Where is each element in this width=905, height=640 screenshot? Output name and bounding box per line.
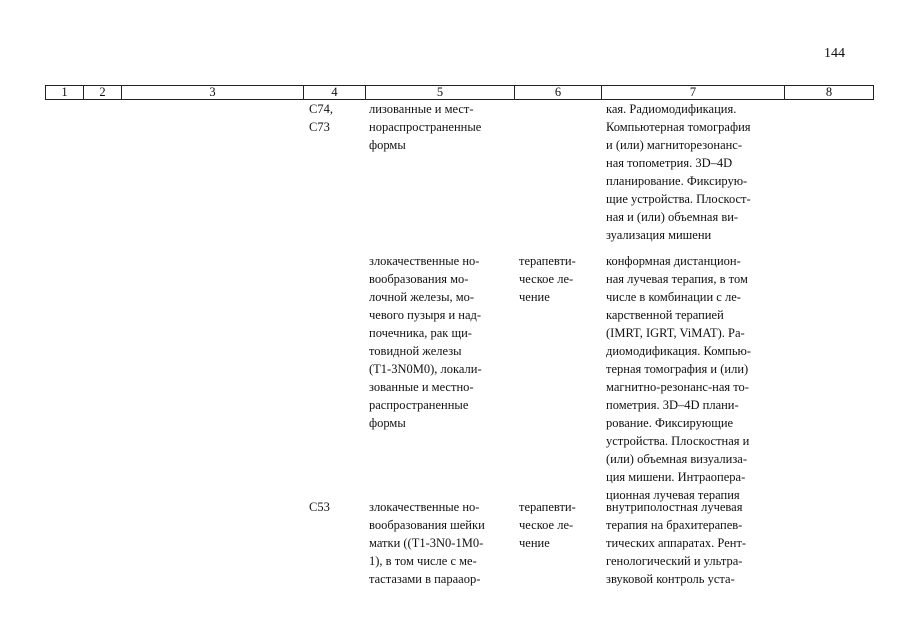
row-2-treatment: терапевти- ческое ле- чение [519,254,576,304]
row-1-diagnosis: лизованные и мест- нораспространенные формы [369,102,482,152]
row-1-method: кая. Радиомодификация. Компьютерная томография и (или) магниторезонанс- ная топометрия. 3D–4D планирование. Фиксирую- щие устройства. Плоскост- ная и (или) объемная ви- зуализация мишени [606,102,751,242]
header-col-7: 7 [601,85,784,100]
row-2-diagnosis: злокачественные но- вообразования мо- лочной железы, мо- чевого пузыря и над- почечника, рак щи- товидной железы (T1-3N0M0), локали- зованные и местно- распространенные формы [369,254,482,430]
row-3-diagnosis: злокачественные но- вообразования шейки матки ((T1-3N0-1M0- 1), в том числе с ме- тастазами в параaор- [369,500,485,586]
header-col-2: 2 [83,85,121,100]
row-2-method: конформная дистанцион- ная лучевая терапия, в том числе в комбинации с ле- карственной терапией (IMRT, IGRT, ViMAT). Ра- диомодификация. Компью- терная томография и (или) магнитно-резонанс-ная то- пометрия. 3D–4D плани- рование. Фиксирующие устройства. Плоскостная и (или) объемная визуализа- ция мишени. Интраопера- ционная лучевая терапия [606,254,752,502]
row-3-treatment: терапевти- ческое ле- чение [519,500,576,550]
row-1-code: C74, C73 [309,102,333,134]
header-col-5: 5 [365,85,514,100]
page-number: 144 [824,46,845,61]
header-col-4: 4 [303,85,365,100]
header-col-3: 3 [121,85,303,100]
header-col-8: 8 [784,85,874,100]
row-3-method: внутриполостная лучевая терапия на брахитерапев- тических аппаратах. Рент- генологический и ультра- звуковой контроль уста- [606,500,747,586]
header-col-6: 6 [514,85,601,100]
row-3-code: C53 [309,500,330,514]
header-col-1: 1 [45,85,83,100]
